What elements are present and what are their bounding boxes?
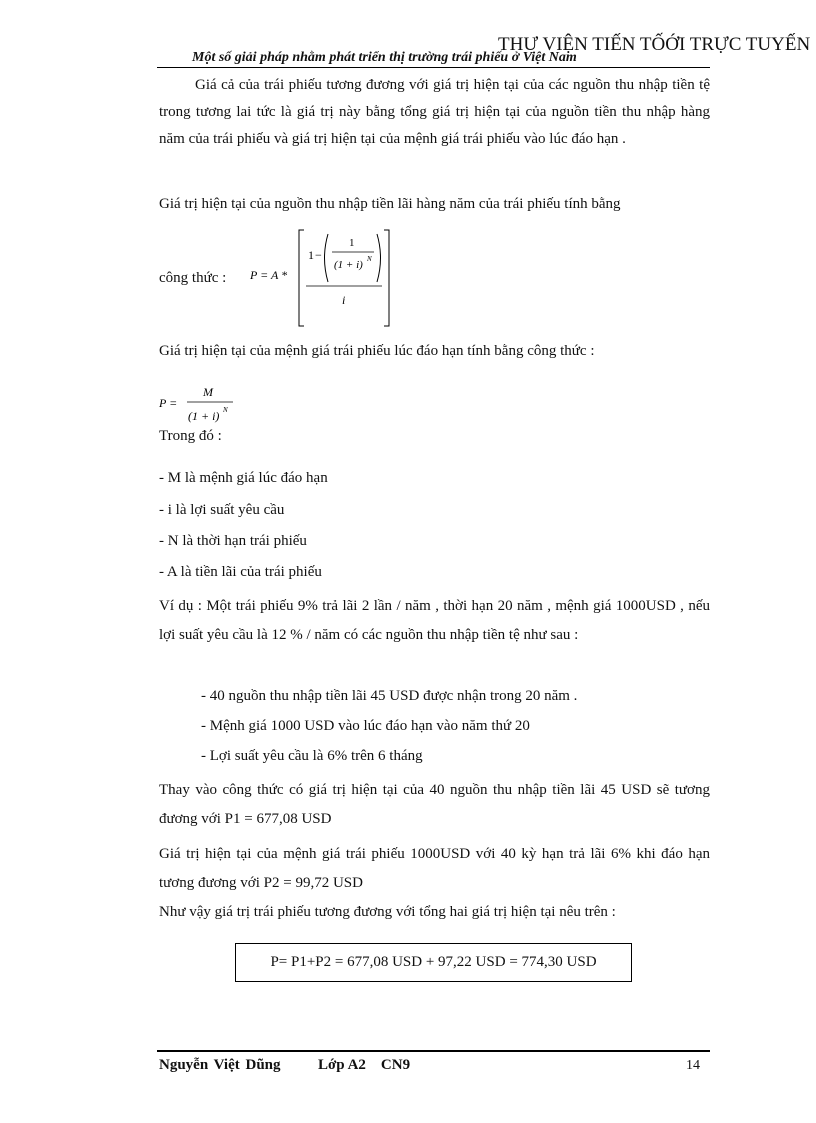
page-number: 14 (686, 1058, 700, 1073)
paragraph-intro-text: Giá cả của trái phiếu tương đương với giá trị hiện tại của các nguồn thu nhập tiền tệ trong tương lai tức là giá trị này bằng tổng giá trị hiện tại của nguồn tiền thu nhập hàng năm của trái phiếu và giá trị hiện tại của mệnh giá trái phiếu vào lúc đáo hạn . (159, 77, 710, 147)
paragraph-face-result (159, 840, 710, 898)
formula1-lhs: P = A * (250, 268, 288, 282)
formula2-numerator: M (203, 385, 213, 399)
paragraph-substitution (159, 776, 710, 834)
result-formula-box (235, 943, 632, 982)
paragraph-face-pv: Giá trị hiện tại của mệnh giá trái phiếu lúc đáo hạn tính bằng công thức : (159, 343, 595, 359)
paragraph-interest-pv: Giá trị hiện tại của nguồn thu nhập tiền lãi hàng năm của trái phiếu tính bằng (159, 196, 621, 212)
formula-face-svg (159, 380, 249, 430)
formula-annuity-svg (250, 226, 400, 330)
formula1-exp: N (367, 255, 372, 263)
definition-i: - i là lợi suất yêu cầu (159, 502, 285, 518)
paragraph-substitution-text: Thay vào công thức có giá trị hiện tại của 40 nguồn thu nhập tiền lãi 45 USD sẽ tương đương với P1 = 677,08 USD (159, 782, 710, 827)
formula2-exp: N (223, 406, 228, 414)
running-header-title: Một số giải pháp nhằm phát triển thị trường trái phiếu ở Việt Nam (192, 50, 577, 65)
result-formula-text: P= P1+P2 = 677,08 USD + 97,22 USD = 774,30 USD (270, 954, 597, 970)
right-paren (377, 234, 381, 282)
formula-annuity (250, 226, 400, 335)
formula1-minus: − (315, 248, 322, 262)
definition-m: - M là mệnh giá lúc đáo hạn (159, 470, 328, 486)
formula1-inner-numerator: 1 (349, 237, 355, 249)
formula1-base: (1 + i) (334, 259, 363, 271)
paragraph-face-result-text: Giá trị hiện tại của mệnh giá trái phiếu 1000USD với 40 kỳ hạn trả lãi 6% khi đáo hạn tương đương với P2 = 99,72 USD (159, 846, 710, 891)
formula1-label: công thức : (159, 270, 227, 286)
formula-face-value (159, 380, 249, 435)
definition-a: - A là tiền lãi của trái phiếu (159, 564, 322, 580)
footer-class: Lớp A2 CN9 (318, 1057, 411, 1073)
example-item-2: - Mệnh giá 1000 USD vào lúc đáo hạn vào năm thứ 20 (201, 718, 530, 734)
header-divider (157, 67, 710, 68)
paragraph-example-text: Ví dụ : Một trái phiếu 9% trả lãi 2 lần / năm , thời hạn 20 năm , mệnh giá 1000USD , nếu lợi suất yêu cầu là 12 % / năm có các nguồn thu nhập tiền tệ như sau : (159, 598, 710, 643)
paragraph-intro (159, 72, 710, 152)
footer-author: Nguyễn Việt Dũng (159, 1057, 281, 1073)
formula2-base: (1 + i) (188, 409, 220, 423)
formula1-one: 1 (308, 248, 314, 262)
paragraph-example (159, 592, 710, 650)
left-paren (325, 234, 329, 282)
paragraph-conclusion: Như vậy giá trị trái phiếu tương đương với tổng hai giá trị hiện tại nêu trên : (159, 904, 616, 920)
right-bracket (384, 230, 389, 326)
example-item-3: - Lợi suất yêu cầu là 6% trên 6 tháng (201, 748, 423, 764)
formula1-denominator: i (342, 293, 346, 307)
definition-n: - N là thời hạn trái phiếu (159, 533, 307, 549)
watermark: THƯ VIỆN TIẾN TỐỚI TRỰC TUYẾN (498, 34, 811, 55)
left-bracket (299, 230, 304, 326)
formula2-lhs: P = (159, 396, 178, 410)
footer-divider (157, 1050, 710, 1052)
where-label: Trong đó : (159, 428, 222, 444)
example-item-1: - 40 nguồn thu nhập tiền lãi 45 USD được nhận trong 20 năm . (201, 688, 578, 704)
